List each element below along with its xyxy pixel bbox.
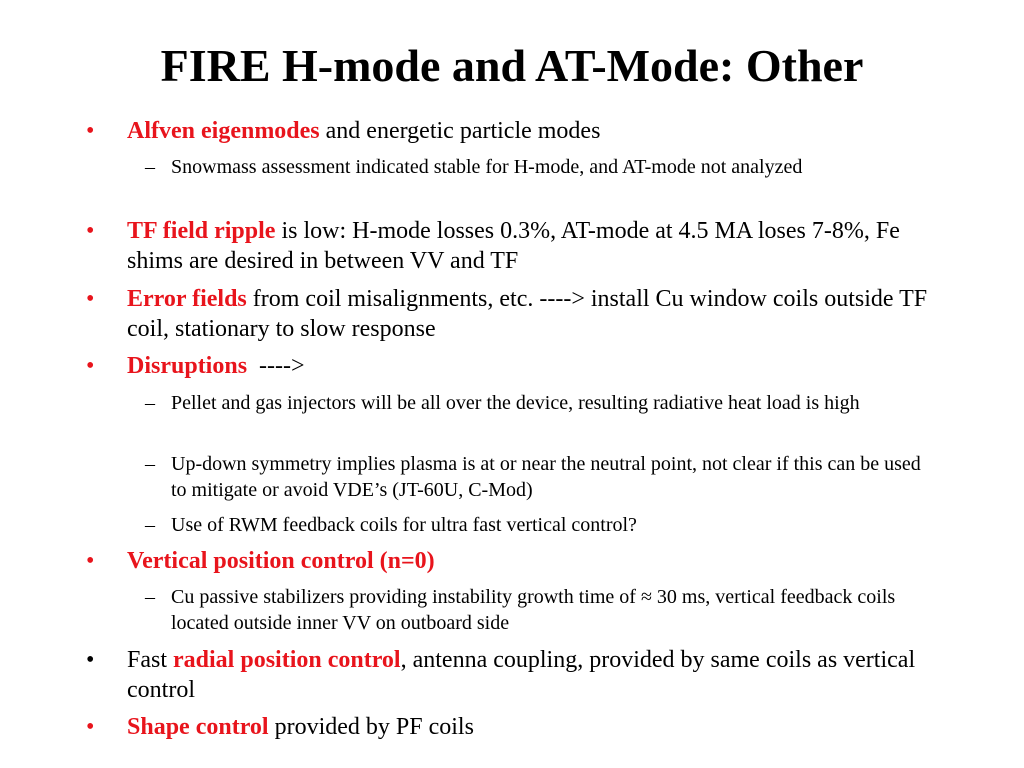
dash-marker: –	[145, 514, 155, 536]
highlight-term: radial position control	[173, 647, 401, 673]
bullet-vertical-position-control	[86, 546, 947, 576]
sub-bullet-cu-passive	[145, 584, 941, 636]
sub-bullet-text: Pellet and gas injectors will be all over the device, resulting radiative heat load is high	[171, 392, 860, 414]
bullet-alfven-eigenmodes	[86, 116, 947, 146]
bullet-marker: •	[86, 647, 95, 673]
dash-marker: –	[145, 392, 155, 414]
bullet-disruptions	[86, 351, 947, 381]
bullet-text: and energetic particle modes	[319, 118, 601, 144]
bullet-marker: •	[86, 548, 95, 574]
dash-marker: –	[145, 453, 155, 475]
bullet-text: is low: H-mode losses 0.3%, AT-mode at 4.5 MA loses 7-8%, Fe shims are desired in between VV and TF	[127, 218, 900, 274]
dash-marker: –	[145, 586, 155, 608]
bullet-text: from coil misalignments, etc. ----> install Cu window coils outside TF coil, stationary to slow response	[127, 286, 928, 342]
bullet-marker: •	[86, 714, 95, 740]
sub-bullet-text: Snowmass assessment indicated stable for H-mode, and AT-mode not analyzed	[171, 156, 803, 178]
sub-bullet-text: Up-down symmetry implies plasma is at or near the neutral point, not clear if this can be used to mitigate or avoid VDE’s (JT-60U, C-Mod)	[171, 453, 921, 501]
sub-bullet-text: Cu passive stabilizers providing instability growth time of ≈ 30 ms, vertical feedback coils located outside inner VV on outboard side	[171, 586, 896, 634]
sub-bullet-pellet	[145, 390, 941, 416]
bullet-radial-position-control	[86, 645, 947, 705]
highlight-term: Disruptions	[127, 353, 248, 379]
highlight-term: TF field ripple	[127, 218, 276, 244]
slide-title: FIRE H-mode and AT-Mode: Other	[160, 40, 864, 91]
bullet-shape-control	[86, 712, 947, 742]
dash-marker: –	[145, 156, 155, 178]
highlight-term: Shape control	[127, 714, 269, 740]
sub-bullet-rwm	[145, 512, 941, 538]
bullet-tf-field-ripple	[86, 216, 947, 276]
bullet-text: , antenna coupling, provided by same coils as vertical control	[127, 647, 916, 703]
bullet-marker: •	[86, 353, 95, 379]
bullet-marker: •	[86, 118, 95, 144]
bullet-text: provided by PF coils	[268, 714, 474, 740]
sub-bullet-up-down-symmetry	[145, 451, 941, 503]
sub-bullet-text: Use of RWM feedback coils for ultra fast vertical control?	[171, 514, 637, 536]
bullet-marker: •	[86, 286, 95, 312]
bullet-marker: •	[86, 218, 95, 244]
bullet-error-fields	[86, 284, 947, 344]
sub-bullet-snowmass	[145, 154, 941, 180]
bullet-text: ---->	[247, 353, 305, 379]
bullet-lead-text: Fast	[127, 647, 174, 673]
highlight-term: Error fields	[127, 286, 247, 312]
highlight-term: Vertical position control (n=0)	[127, 548, 435, 574]
highlight-term: Alfven eigenmodes	[127, 118, 320, 144]
